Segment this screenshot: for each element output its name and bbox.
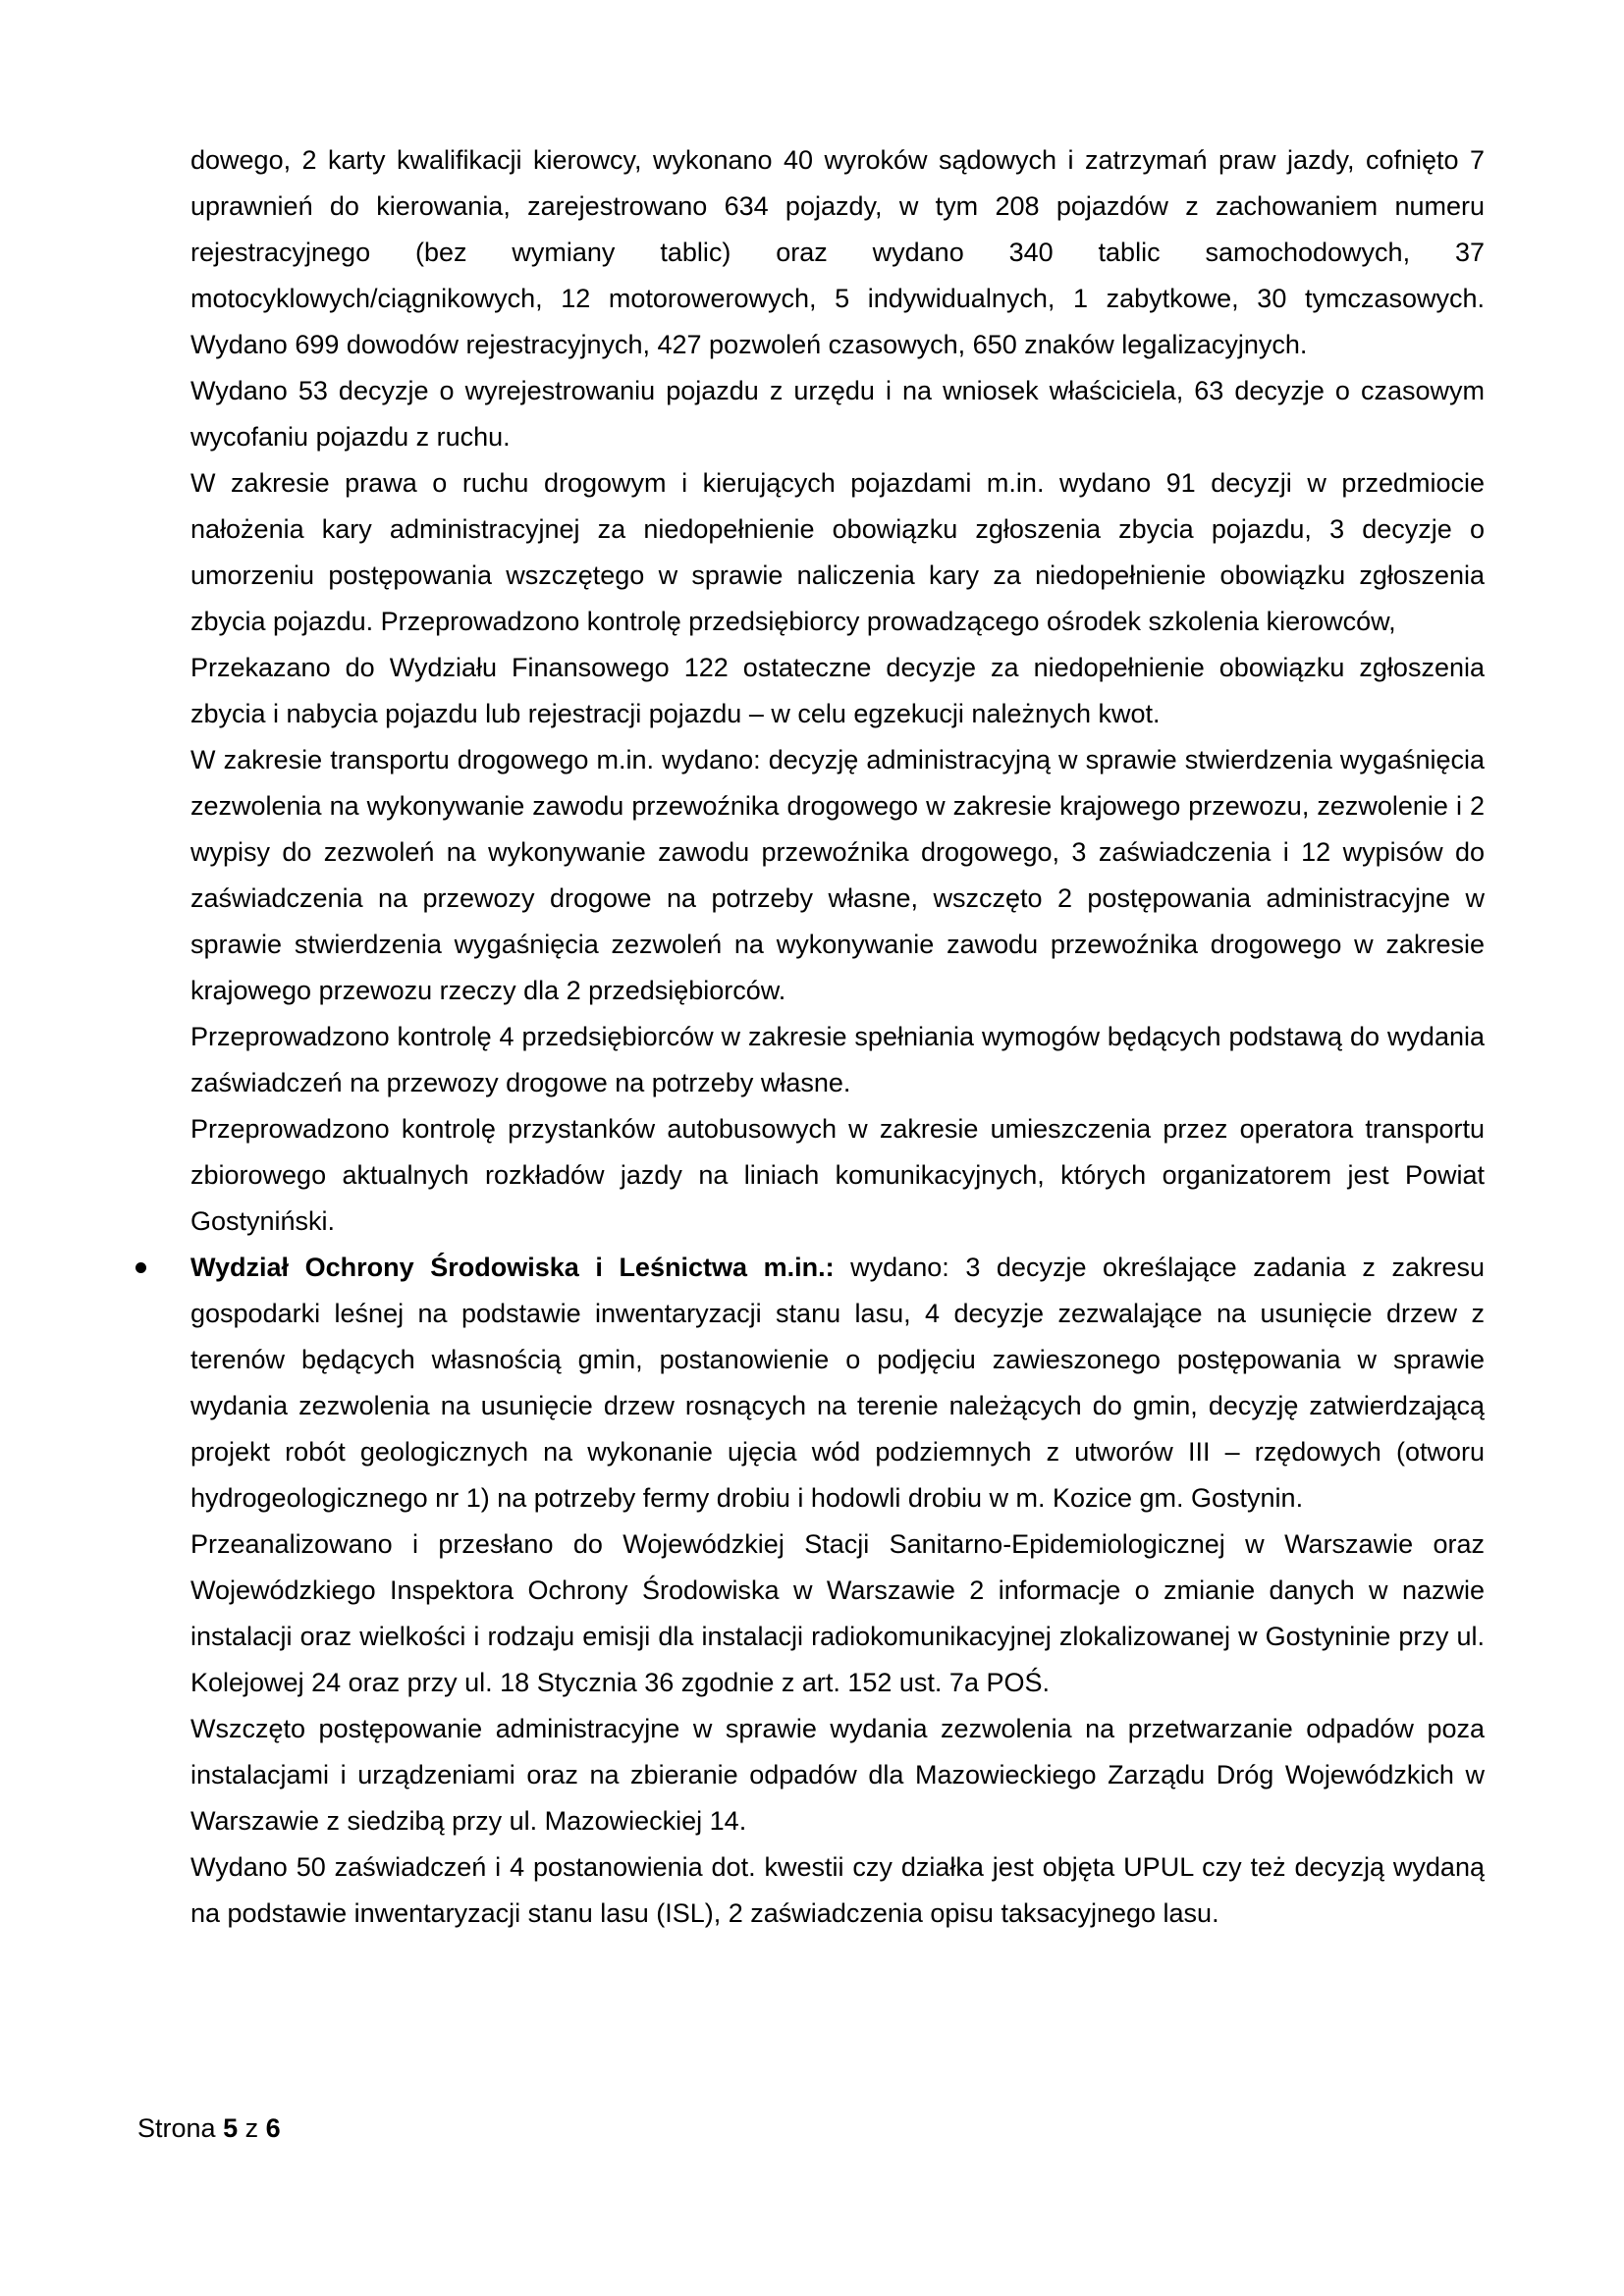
bullet-dot-icon [135, 1262, 146, 1273]
footer-current-page: 5 [223, 2113, 239, 2143]
paragraph-road-transport: W zakresie transportu drogowego m.in. wydano: decyzję administracyjną w sprawie stwierdzenia wygaśnięcia zezwolenia na wykonywanie zawodu przewoźnika drogowego w zakresie krajowego przewozu, zezwolenie i 2 wypisy do zezwoleń na wykonywanie zawodu przewoźnika drogowego, 3 zaświadczenia i 12 wypisów do zaświadczenia na przewozy drogowe na potrzeby własne, wszczęto 2 postępowania administracyjne w sprawie stwierdzenia wygaśnięcia zezwoleń na wykonywanie zawodu przewoźnika drogowego w zakresie krajowego przewozu rzeczy dla 2 przedsiębiorców. [190, 745, 1485, 1005]
paragraph-road-traffic: W zakresie prawa o ruchu drogowym i kierujących pojazdami m.in. wydano 91 decyzji w przedmiocie nałożenia kary administracyjnej za niedopełnienie obowiązku zgłoszenia zbycia pojazdu, 3 decyzje o umorzeniu postępowania wszczętego w sprawie naliczenia kary za niedopełnienie obowiązku zgłoszenia zbycia pojazdu. Przeprowadzono kontrolę przedsiębiorcy prowadzącego ośrodek szkolenia kierowców, [190, 468, 1485, 636]
bullet-first-paragraph [190, 1245, 1485, 1522]
paragraph-certificates: Wydano 50 zaświadczeń i 4 postanowienia dot. kwestii czy działka jest objęta UPUL czy też decyzją wydaną na podstawie inwentaryzacji stanu lasu (ISL), 2 zaświadczenia opisu taksacyjnego lasu. [190, 1852, 1485, 1928]
paragraph-bus-stop-inspection: Przeprowadzono kontrolę przystanków autobusowych w zakresie umieszczenia przez operatora transportu zbiorowego aktualnych rozkładów jazdy na liniach komunikacyjnych, których organizatorem jest Powiat Gostyniński. [190, 1114, 1485, 1236]
paragraph-finance-transfer: Przekazano do Wydziału Finansowego 122 ostateczne decyzje za niedopełnienie obowiązku zgłoszenia zbycia i nabycia pojazdu lub rejestracji pojazdu – w celu egzekucji należnych kwot. [190, 653, 1485, 728]
paragraph-radio-installation: Przeanalizowano i przesłano do Wojewódzkiej Stacji Sanitarno-Epidemiologicznej w Warszawie oraz Wojewódzkiego Inspektora Ochrony Środowiska w Warszawie 2 informacje o zmianie danych w nazwie instalacji oraz wielkości i rodzaju emisji dla instalacji radiokomunikacyjnej zlokalizowanej w Gostyninie przy ul. Kolejowej 24 oraz przy ul. 18 Stycznia 36 zgodnie z art. 152 ust. 7a POŚ. [190, 1529, 1485, 1697]
footer-separator: z [244, 2113, 259, 2143]
department-heading: Wydział Ochrony Środowiska i Leśnictwa m.in.: [190, 1253, 835, 1282]
page-content [190, 137, 1485, 1937]
footer-label: Strona [137, 2113, 216, 2143]
paragraph-waste-permit: Wszczęto postępowanie administracyjne w sprawie wydania zezwolenia na przetwarzanie odpadów poza instalacjami i urządzeniami oraz na zbieranie odpadów dla Mazowieckiego Zarządu Dróg Wojewódzkich w Warszawie z siedzibą przy ul. Mazowieckiej 14. [190, 1714, 1485, 1836]
paragraph-entrepreneur-inspection: Przeprowadzono kontrolę 4 przedsiębiorców w zakresie spełniania wymogów będących podstawą do wydania zaświadczeń na przewozy drogowe na potrzeby własne. [190, 1022, 1485, 1097]
page-footer [137, 2110, 281, 2146]
paragraph-vehicle-registration: dowego, 2 karty kwalifikacji kierowcy, wykonano 40 wyroków sądowych i zatrzymań praw jazdy, cofnięto 7 uprawnień do kierowania, zarejestrowano 634 pojazdy, w tym 208 pojazdów z zachowaniem numeru rejestracyjnego (bez wymiany tablic) oraz wydano 340 tablic samochodowych, 37 motocyklowych/ciągnikowych, 12 motorowerowych, 5 indywidualnych, 1 zabytkowe, 30 tymczasowych. Wydano 699 dowodów rejestracyjnych, 427 pozwoleń czasowych, 650 znaków legalizacyjnych. [190, 145, 1485, 359]
paragraph-deregistration: Wydano 53 decyzje o wyrejestrowaniu pojazdu z urzędu i na wniosek właściciela, 63 decyzje o czasowym wycofaniu pojazdu z ruchu. [190, 376, 1485, 452]
department-text: wydano: 3 decyzje określające zadania z zakresu gospodarki leśnej na podstawie inwentaryzacji stanu lasu, 4 decyzje zezwalające na usunięcie drzew z terenów będących własnością gmin, postanowienie o podjęciu zawieszonego postępowania w sprawie wydania zezwolenia na usunięcie drzew rosnących na terenie należących do gmin, decyzję zatwierdzającą projekt robót geologicznych na wykonanie ujęcia wód podziemnych z utworów III – rzędowych (otworu hydrogeologicznego nr 1) na potrzeby fermy drobiu i hodowli drobiu w m. Kozice gm. Gostynin. [190, 1253, 1486, 1513]
footer-total-pages: 6 [265, 2113, 281, 2143]
bullet-environment-department [190, 1245, 1485, 1937]
